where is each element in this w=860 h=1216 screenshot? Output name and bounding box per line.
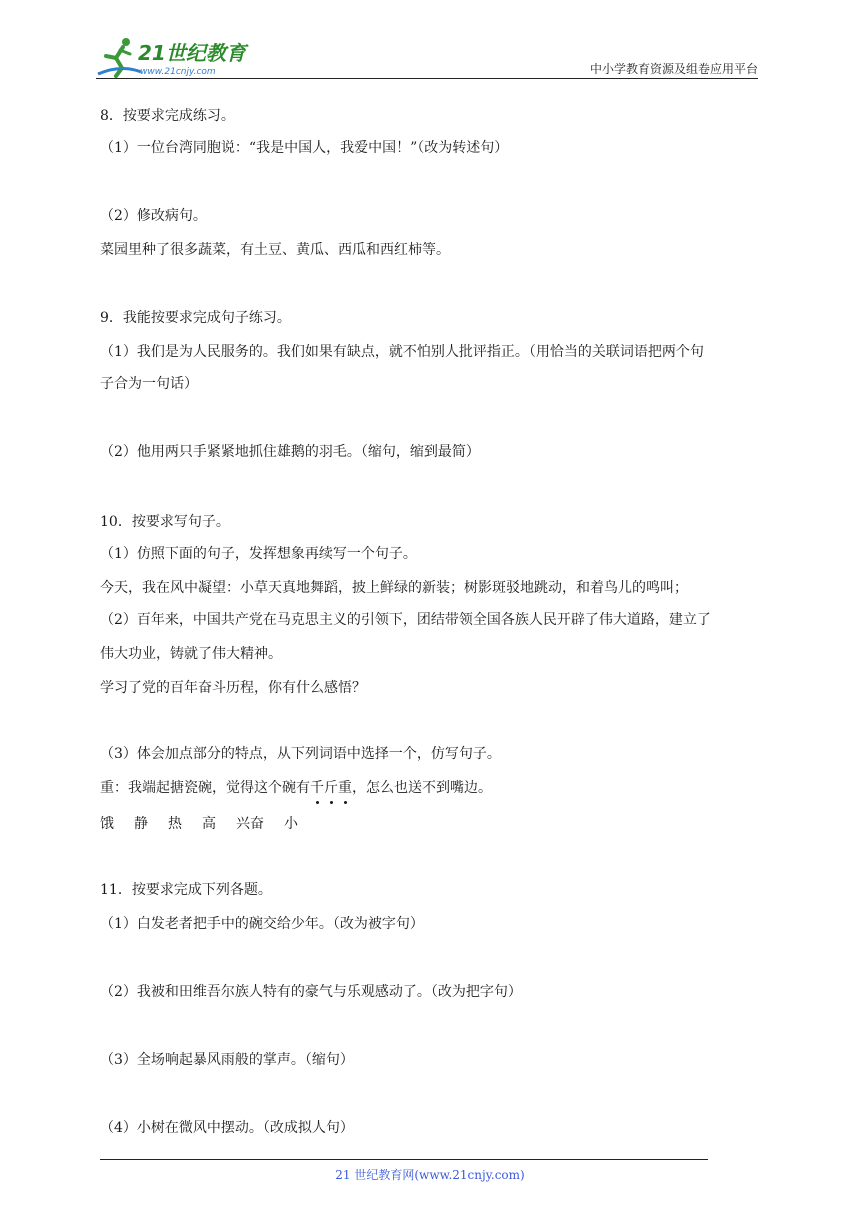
question-8-part-1: （1）一位台湾同胞说：“我是中国人，我爱中国！”（改为转述句） bbox=[100, 140, 509, 156]
dotted-char: 斤 bbox=[324, 780, 338, 796]
dotted-char: 千 bbox=[310, 780, 324, 796]
dotted-char: 重 bbox=[338, 780, 352, 796]
footer-source: 21 世纪教育网(www.21cnjy.com) bbox=[335, 1168, 525, 1182]
example-text-start: 重：我端起搪瓷碗，觉得这个碗有 bbox=[100, 780, 310, 796]
question-10-part-2-line-1: （2）百年来，中国共产党在马克思主义的引领下，团结带领全国各族人民开辟了伟大道路，建立了 bbox=[100, 612, 711, 628]
word-bank-item: 小 bbox=[284, 816, 298, 832]
platform-name: 中小学教育资源及组卷应用平台 bbox=[589, 62, 758, 76]
header-divider bbox=[96, 78, 758, 79]
question-9-part-1-line-2: 子合为一句话） bbox=[100, 376, 198, 392]
site-logo bbox=[96, 34, 261, 78]
question-11-part-2: （2）我被和田维吾尔族人特有的豪气与乐观感动了。（改为把字句） bbox=[100, 984, 522, 1000]
page-header bbox=[96, 28, 758, 80]
question-10-part-1-example: 今天，我在风中凝望：小草天真地舞蹈，披上鲜绿的新装；树影斑驳地跳动，和着鸟儿的鸣叫； bbox=[100, 580, 688, 596]
question-9-part-2: （2）他用两只手紧紧地抓住雄鹅的羽毛。（缩句，缩到最简） bbox=[100, 444, 480, 460]
word-bank-item: 热 bbox=[168, 816, 182, 832]
runner-icon bbox=[98, 38, 141, 76]
word-bank-item: 静 bbox=[134, 816, 148, 832]
question-10-title: 10．按要求写句子。 bbox=[100, 514, 230, 530]
question-8-part-2-sentence: 菜园里种了很多蔬菜，有土豆、黄瓜、西瓜和西红柿等。 bbox=[100, 242, 450, 258]
question-9-part-1-line-1: （1）我们是为人民服务的。我们如果有缺点，就不怕别人批评指正。（用恰当的关联词语把两个句 bbox=[100, 344, 704, 360]
question-9-title: 9．我能按要求完成句子练习。 bbox=[100, 310, 291, 326]
question-10-part-3: （3）体会加点部分的特点，从下列词语中选择一个，仿写句子。 bbox=[100, 746, 501, 762]
question-8-title: 8．按要求完成练习。 bbox=[100, 108, 235, 124]
question-10-part-3-example bbox=[100, 778, 492, 798]
question-11-part-4: （4）小树在微风中摆动。（改成拟人句） bbox=[100, 1120, 354, 1136]
word-bank-item: 高 bbox=[202, 816, 216, 832]
question-10-part-1: （1）仿照下面的句子，发挥想象再续写一个句子。 bbox=[100, 546, 417, 562]
word-bank-item: 饿 bbox=[100, 816, 114, 832]
question-11-title: 11．按要求完成下列各题。 bbox=[100, 882, 272, 898]
question-11-part-1: （1）白发老者把手中的碗交给少年。（改为被字句） bbox=[100, 916, 424, 932]
question-8-part-2: （2）修改病句。 bbox=[100, 208, 207, 224]
word-bank-item: 兴奋 bbox=[236, 816, 264, 832]
example-text-end: ，怎么也送不到嘴边。 bbox=[352, 780, 492, 796]
word-bank bbox=[100, 814, 318, 834]
question-10-part-2-question: 学习了党的百年奋斗历程，你有什么感悟？ bbox=[100, 680, 366, 696]
logo-text: 21世纪教育 bbox=[138, 41, 246, 65]
footer-divider bbox=[100, 1159, 708, 1160]
question-10-part-2-line-2: 伟大功业，铸就了伟大精神。 bbox=[100, 646, 282, 662]
logo-url: www.21cnjy.com bbox=[140, 67, 216, 77]
question-11-part-3: （3）全场响起暴风雨般的掌声。（缩句） bbox=[100, 1052, 354, 1068]
